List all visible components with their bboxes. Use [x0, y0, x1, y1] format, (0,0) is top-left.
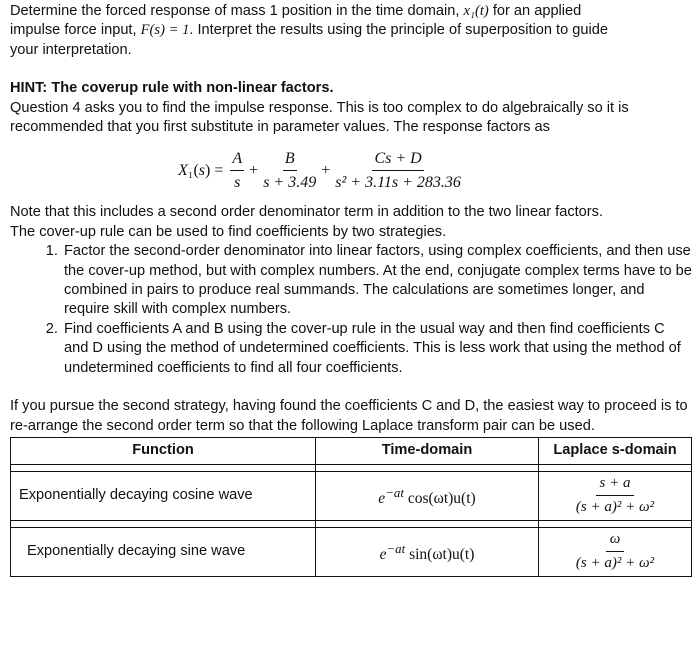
fraction-a-over-s: [230, 149, 244, 193]
plus-sign: +: [249, 161, 259, 179]
equation-lhs: X₁(s) =: [178, 161, 224, 179]
intro-text-1b: for an applied: [488, 3, 582, 19]
fraction-cs-plus-d: [335, 149, 461, 193]
partial-fraction-equation: [10, 137, 692, 203]
table-spacer-row: [11, 464, 692, 471]
time-rest: sin(ωt)u(t): [405, 545, 475, 563]
time-prefix: e: [378, 489, 386, 507]
fraction-denominator: s² + 3.11s + 283.36: [335, 173, 461, 191]
hint-title: HINT: The coverup rule with non-linear factors.: [10, 80, 334, 97]
fraction-numerator: Cs + D: [372, 149, 423, 171]
fraction-denominator: s + 3.49: [263, 173, 317, 191]
plus-sign: +: [321, 161, 331, 179]
column-header-time-domain: Time-domain: [316, 437, 539, 464]
function-cell: Exponentially decaying sine wave: [11, 527, 316, 576]
laplace-cell: [539, 527, 692, 576]
intro-text-3: your interpretation.: [10, 41, 132, 58]
list-item: 1. Factor the second-order denominator into linear factors, using complex coefficients, and then use the cover-up method, but with complex numbers. At the end, conjugate complex terms have to be combined in pairs to produce real summands. The calculations are sometimes longer, and require skill with complex numbers.: [62, 242, 692, 320]
laplace-numerator: ω: [606, 530, 625, 552]
laplace-pair-table: [10, 437, 692, 577]
intro-text-2b: . Interpret the results using the principle of superposition to guide: [189, 22, 608, 39]
hint-text-2: recommended that you first substitute in parameter values. The response factors as: [10, 119, 550, 136]
intro-text-1: Determine the forced response of mass 1 position in the time domain,: [10, 3, 464, 19]
fraction-numerator: A: [230, 149, 244, 171]
laplace-fraction: [576, 474, 654, 518]
fraction-b: [263, 149, 316, 193]
time-exponent: −at: [386, 540, 406, 556]
laplace-fraction: [576, 530, 654, 574]
table-header-row: [11, 437, 692, 464]
time-exponent: −at: [385, 484, 404, 500]
note-paragraph: [10, 203, 692, 242]
note-text-1: Note that this includes a second order denominator term in addition to the two linear factors.: [10, 204, 603, 221]
table-row: [11, 527, 692, 576]
fraction-numerator: B: [283, 149, 297, 171]
strategy-paragraph: If you pursue the second strategy, having found the coefficients C and D, the easiest way to proceed is to re-arrange the second order term so that the following Laplace transform pair can be used.: [10, 398, 688, 434]
hint-paragraph: [10, 79, 692, 137]
intro-text-2a: impulse force input,: [10, 22, 141, 39]
hint-text-1: Question 4 asks you to find the impulse response. This is too complex to do algebraically so it is: [10, 99, 629, 116]
intro-paragraph: [10, 2, 692, 60]
function-cell: Exponentially decaying cosine wave: [11, 471, 316, 520]
note-section: [10, 203, 692, 378]
table-spacer-row: [11, 520, 692, 527]
time-rest: cos(ωt)u(t): [403, 489, 476, 507]
column-header-function: Function: [11, 437, 316, 464]
x1t-symbol: x₁(t): [463, 3, 489, 19]
list-item: 2. Find coefficients A and B using the cover-up rule in the usual way and then find coefficients C and D using the method of undetermined coefficients. This is less work that using the method of undetermined coefficients to find all four coefficients.: [62, 320, 692, 378]
table-row: [11, 471, 692, 520]
time-domain-cell: [316, 527, 539, 576]
column-header-laplace: Laplace s-domain: [539, 437, 692, 464]
note-text-2: The cover-up rule can be used to find coefficients by two strategies.: [10, 223, 447, 240]
laplace-denominator: (s + a)² + ω²: [575, 555, 655, 572]
strategy-list: [10, 242, 692, 378]
laplace-cell: [539, 471, 692, 520]
document-page: [10, 2, 692, 577]
fs-symbol: F(s) = 1: [140, 22, 190, 39]
fraction-denominator: s: [234, 173, 241, 191]
laplace-numerator: s + a: [596, 474, 635, 496]
time-domain-cell: [316, 471, 539, 520]
time-prefix: e: [379, 545, 387, 563]
laplace-denominator: (s + a)² + ω²: [575, 499, 655, 516]
